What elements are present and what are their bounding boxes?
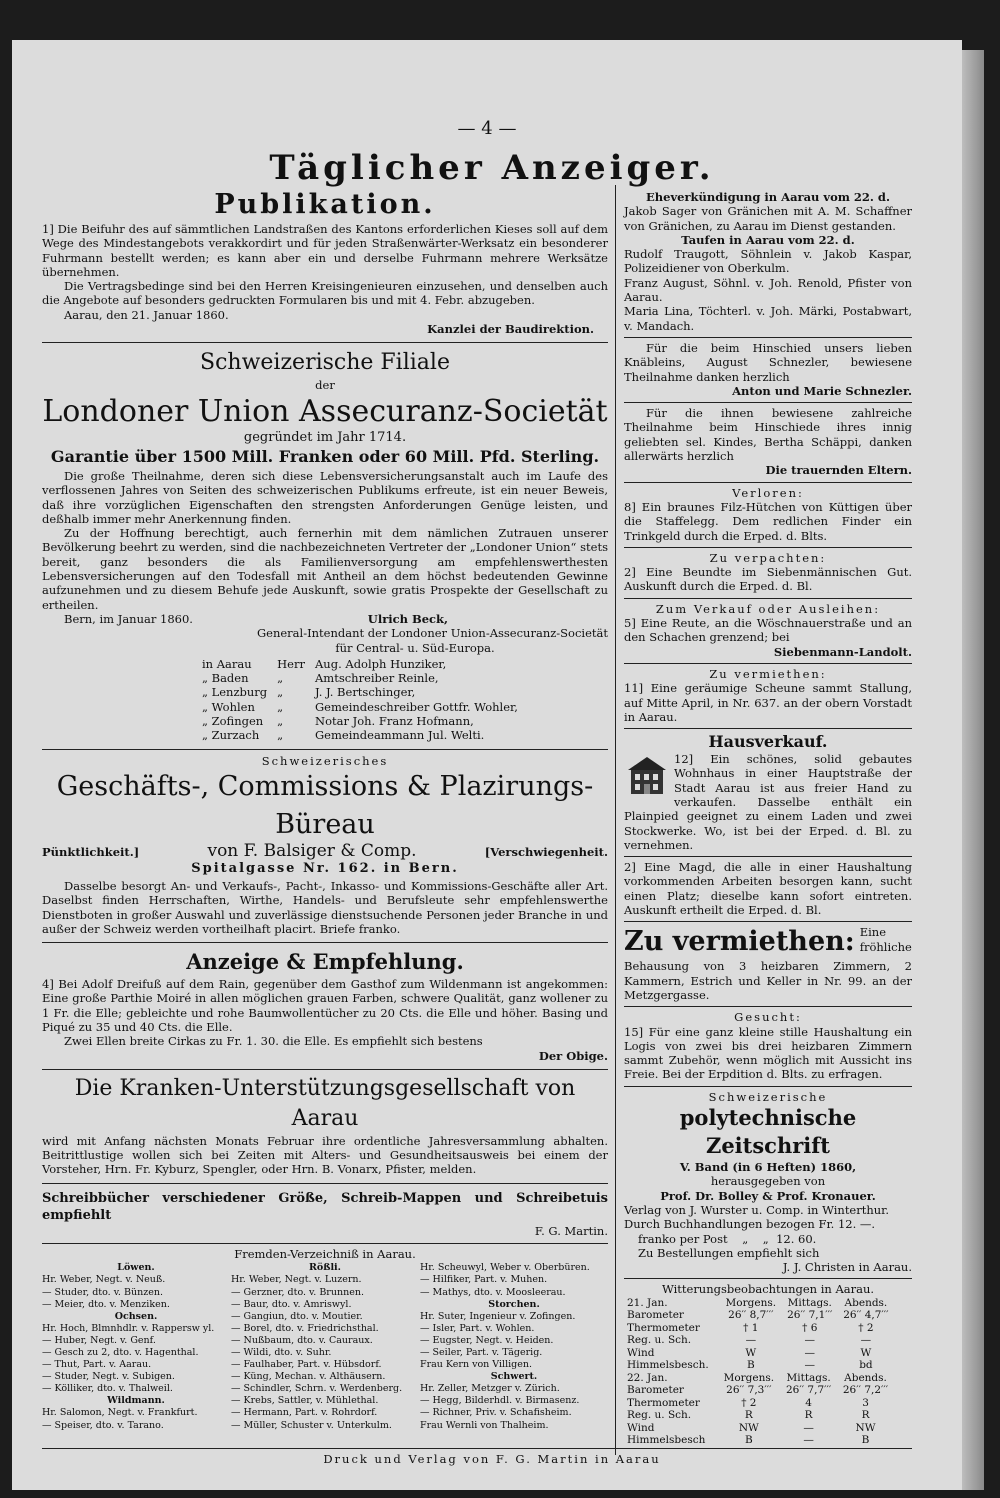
weather-cell: bd <box>859 1359 873 1372</box>
london-l3: Londoner Union Assecuranz-Societät <box>42 393 608 429</box>
house-icon <box>626 754 668 796</box>
poly-l10: J. J. Christen in Aarau. <box>782 1260 912 1275</box>
vermiethen2-big: Zu vermiethen: <box>624 926 855 958</box>
weather-cell: Himmelsbesch <box>627 1434 706 1447</box>
agent-row <box>202 700 528 714</box>
weather-header-cell: Abends. <box>844 1296 888 1309</box>
weather-header-cell: Mittags. <box>786 1371 831 1384</box>
london-p2: Zu der Hoffnung berechtigt, auch fernerhin mit dem nämlichen Zutrauen unserer Bevölkerung beehrt zu werden, sind die nachbezeichneten Vertreter der „Londoner Union“ stets bereit, ganz besonders die als Familienversorgung am empfehlenswerthesten Lebensversicherungen auf den Todesfall mit Antheil an dem höchst bedeutenden Gewinne aufzunehmen und zu diesem Behufe jede Auskunft, sowie gratis Prospekte der Gesellschaft zu ertheilen. <box>42 526 608 612</box>
agent-cell: „ <box>277 699 284 714</box>
agent-row <box>202 657 528 671</box>
buero-addr: Spitalgasse Nr. 162. in Bern. <box>191 860 459 876</box>
verkauf-title: Zum Verkauf oder Ausleihen: <box>655 601 881 616</box>
agent-cell: „ Baden <box>202 671 249 686</box>
divider <box>624 402 912 403</box>
guest-entry: Hr. Suter, Ingenieur v. Zofingen. <box>420 1310 576 1322</box>
magd-p: 2] Eine Magd, die alle in einer Haushaltung vorkommenden Arbeiten besorgen kann, sucht einen Platz; dieselbe kann sofort eintreten. Auskunft ertheilt die Erped. d. Bl. <box>624 860 912 918</box>
divider <box>624 921 912 922</box>
divider <box>624 663 912 664</box>
guest-entry: — Meier, dto. v. Menziken. <box>42 1298 170 1310</box>
guest-entry: Ochsen. <box>114 1310 158 1322</box>
guest-entry: — Gangiun, dto. v. Moutier. <box>231 1310 363 1322</box>
weather-row <box>624 1384 894 1397</box>
weather-cell: Reg. u. Sch. <box>627 1334 692 1347</box>
agent-cell: „ <box>277 671 284 686</box>
weather-cell: Thermometer <box>627 1396 700 1409</box>
dank2-sign: Die trauernden Eltern. <box>765 463 912 478</box>
left-column <box>42 188 608 1432</box>
weather-cell: Wind <box>627 1421 655 1434</box>
guest-entry: — Richner, Priv. v. Schafisheim. <box>420 1407 572 1419</box>
guest-entry: Hr. Weber, Negt. v. Luzern. <box>231 1274 362 1286</box>
divider <box>624 1086 912 1087</box>
weather-cell: NW <box>738 1421 759 1434</box>
guest-entry: — Hilfiker, Part. v. Muhen. <box>420 1274 548 1286</box>
buero-l2: Geschäfts-, Commissions & Plazirungs-Büreau <box>56 770 594 840</box>
london-date: Bern, im Januar 1860. <box>64 611 193 626</box>
verkauf-sign: Siebenmann-Landolt. <box>773 644 912 659</box>
divider <box>624 547 912 548</box>
agent-row <box>202 714 528 728</box>
kranken-p: wird mit Anfang nächsten Monats Februar ihre ordentliche Jahresversammlung abhalten. Beitrittlustige wollen sich bei Zeiten mit Alters- und Gesundheitsausweis bei einem der Vorsteher, Hrn. Fr. Kyburz, Spengler, oder Hrn. B. Vonarx, Pfister, melden. <box>42 1133 608 1177</box>
agent-cell: Aug. Adolph Hunziker, <box>315 656 447 671</box>
guest-entry: — Gerzner, dto. v. Brunnen. <box>231 1286 364 1298</box>
divider <box>624 598 912 599</box>
poly-l7: Durch Buchhandlungen bezogen Fr. 12. —. <box>624 1217 876 1232</box>
guest-entry: Hr. Weber, Negt. v. Neuß. <box>42 1274 166 1286</box>
guest-entry: — Mathys, dto. v. Moosleerau. <box>420 1286 566 1298</box>
london-sign3: für Central- u. Süd-Europa. <box>335 640 495 655</box>
vermiethen2-p1: Eine fröhliche Behausung von 3 heizbaren Zimmern, 2 Kammern, Estrich und Keller in Nr. 99. an der Metzgergasse. <box>624 925 912 1002</box>
agent-row <box>202 728 528 742</box>
verpachten-title: Zu verpachten: <box>709 550 827 565</box>
weather-cell: 26′′ 7,3′′′ <box>726 1384 772 1397</box>
agent-row <box>202 685 528 699</box>
weather-cell: 26′′ 7,1′′′ <box>787 1309 833 1322</box>
witterung-title: Witterungsbeobachtungen in Aarau. <box>661 1282 875 1297</box>
haus-p: 12] Ein schönes, solid gebautes Wohnhaus in einer Hauptstraße der Stadt Aarau ist aus freier Hand zu verkaufen. Dasselbe enthält ein Plainpied geeignet zu einem Laden und zwei Stockwerke. Wo, ist bei der Erped. d. Bl. zu vernehmen. <box>624 752 912 852</box>
guest-entry: — Eugster, Negt. v. Heiden. <box>420 1334 554 1346</box>
taufe-entry: Rudolf Traugott, Söhnlein v. Jakob Kaspar, Polizeidiener von Oberkulm. <box>624 247 912 276</box>
weather-cell: † 6 <box>802 1321 818 1334</box>
weather-cell: 26′′ 7,7′′′ <box>785 1384 832 1397</box>
weather-row <box>624 1422 894 1435</box>
dank1-p: Für die beim Hinschied unsers lieben Knäbleins, August Schnezler, bewiesene Theilnahme danken herzlich <box>624 340 912 384</box>
schreib-p: Schreibbücher verschiedener Größe, Schreib-Mappen und Schreibetuis empfiehlt <box>42 1190 608 1223</box>
weather-cell: Barometer <box>627 1384 684 1397</box>
guest-entry: — Gesch zu 2, dto. v. Hagenthal. <box>42 1347 199 1359</box>
agent-cell: „ Wohlen <box>202 699 255 714</box>
weather-header-row <box>624 1372 894 1385</box>
weather-cell: W <box>860 1346 872 1359</box>
gesucht-title: Gesucht: <box>734 1010 802 1025</box>
guest-entry: — Schindler, Schrn. v. Werdenberg. <box>231 1383 403 1395</box>
weather-cell: — <box>804 1346 816 1359</box>
guest-entry: Rößli. <box>309 1262 341 1274</box>
guest-entry: — Küng, Mechan. v. Althäusern. <box>231 1371 386 1383</box>
guest-entry: Storchen. <box>488 1298 540 1310</box>
weather-cell: B <box>744 1434 753 1447</box>
guest-entry: — Krebs, Sattler, v. Mühlethal. <box>231 1395 379 1407</box>
weather-cell: † 1 <box>743 1321 759 1334</box>
guest-entry: Hr. Zeller, Metzger v. Zürich. <box>420 1383 560 1395</box>
taufe-entry: Maria Lina, Töchterl. v. Joh. Märki, Postabwart, v. Mandach. <box>624 304 912 333</box>
taufen-title: Taufen in Aarau vom 22. d. <box>681 232 855 247</box>
divider <box>42 942 608 943</box>
guest-entry: Wildmann. <box>107 1395 165 1407</box>
weather-cell: Reg. u. Sch. <box>627 1409 692 1422</box>
verpachten-p: 2] Eine Beundte im Siebenmännischen Gut. Auskunft durch die Erped. d. Bl. <box>624 565 912 594</box>
guest-entry: Frau Wernli von Thalheim. <box>420 1419 549 1431</box>
guest-entry: — Isler, Part. v. Wohlen. <box>420 1322 535 1334</box>
anzeige-title: Anzeige & Empfehlung. <box>186 949 464 975</box>
divider <box>624 728 912 729</box>
guest-entry: Hr. Salomon, Negt. v. Frankfurt. <box>42 1407 198 1419</box>
weather-cell: 26′′ 4,7′′′ <box>843 1309 889 1322</box>
guest-entry: — Borel, dto. v. Friedrichsthal. <box>231 1322 379 1334</box>
publikation-date: Aarau, den 21. Januar 1860. <box>64 307 229 322</box>
schreib-sign: F. G. Martin. <box>534 1223 608 1238</box>
london-p1: Die große Theilnahme, deren sich diese Lebensversicherungsanstalt auch im Laufe des verflossenen Jahres von Seiten des schweizerischen Publikums erfreute, ist ein neuer Beweis, daß ihre vorzüglichen Eigenschaften den strengsten Anforderungen Genüge leisten, und deßhalb immer mehr Anerkennung finden. <box>42 468 608 526</box>
weather-header-cell: Morgens. <box>725 1296 777 1309</box>
london-l2: der <box>315 378 335 393</box>
verloren-title: Verloren: <box>732 485 804 500</box>
agent-cell: in Aarau <box>202 656 252 671</box>
guest-entry: Schwert. <box>490 1371 538 1383</box>
weather-cell: Himmelsbesch. <box>627 1359 709 1372</box>
divider <box>42 1243 608 1244</box>
poly-l9: Zu Bestellungen empfiehlt sich <box>638 1245 820 1260</box>
poly-l8: franko per Post „ „ 12. 60. <box>638 1231 817 1246</box>
agent-cell: J. J. Bertschinger, <box>315 685 416 700</box>
guest-entry: — Seiler, Part. v. Tägerig. <box>420 1347 543 1359</box>
column-rule <box>615 185 616 1455</box>
agent-cell: „ <box>277 685 284 700</box>
weather-cell: Wind <box>627 1346 655 1359</box>
guest-entry: Hr. Hoch, Blmnhdlr. v. Rappersw yl. <box>42 1322 215 1334</box>
weather-row <box>624 1397 894 1410</box>
divider <box>42 1069 608 1070</box>
weather-cell: R <box>804 1409 813 1422</box>
taufen-list <box>624 247 912 333</box>
buero-p: Dasselbe besorgt An- und Verkaufs-, Pacht-, Inkasso- und Kommissions-Geschäfte aller Art. Daselbst finden Herrschaften, Wirthe, Handels- und Berufsleute sehr empfehlenswerthe Dienstboten in großer Auswahl und zuverlässige dienstsuchende Personen jeder Branche in und außer der Schweiz werden vortheilhaft placirt. Briefe franko. <box>42 878 608 936</box>
guest-entry: — Hermann, Part. v. Rohrdorf. <box>231 1407 378 1419</box>
weather-row <box>624 1334 894 1347</box>
vermiethen1-title: Zu vermiethen: <box>709 666 827 681</box>
dank1-sign: Anton und Marie Schnezler. <box>732 383 912 398</box>
vermiethen1-p: 11] Eine geräumige Scheune sammt Stallung, auf Mitte April, in Nr. 637. an der obern Vorstadt in Aarau. <box>624 681 912 724</box>
weather-cell: R <box>744 1409 753 1422</box>
guest-entry: — Müller, Schuster v. Unterkulm. <box>231 1419 392 1431</box>
weather-cell: B <box>746 1359 755 1372</box>
divider <box>42 749 608 750</box>
weather-row <box>624 1409 894 1422</box>
weather-cell: 26′′ 8,7′′′ <box>728 1309 774 1322</box>
weather-row <box>624 1359 894 1372</box>
agent-cell: „ <box>277 728 284 743</box>
weather-row <box>624 1434 894 1447</box>
weather-header-cell: 22. Jan. <box>627 1371 668 1384</box>
guest-entry: — Huber, Negt. v. Genf. <box>42 1334 156 1346</box>
haus-title: Hausverkauf. <box>708 732 828 752</box>
publikation-title: Publikation. <box>214 189 436 220</box>
guest-entry: Hr. Scheuwyl, Weber v. Oberbüren. <box>420 1262 590 1274</box>
weather-cell: † 2 <box>858 1321 874 1334</box>
guest-entry: — Faulhaber, Part. v. Hübsdorf. <box>231 1359 382 1371</box>
fremden-col-roessli <box>231 1262 419 1431</box>
agents-table <box>202 657 528 743</box>
weather-cell: 3 <box>862 1396 869 1409</box>
london-l1: Schweizerische Filiale <box>200 350 450 376</box>
buero-left: Pünktlichkeit.] <box>42 844 140 859</box>
buero-right: [Verschwiegenheit. <box>484 844 608 859</box>
weather-header-cell: Mittags. <box>787 1296 832 1309</box>
agent-cell: Herr <box>277 656 305 671</box>
weather-table-22 <box>624 1372 894 1447</box>
anzeige-sign: Der Obige. <box>538 1048 608 1063</box>
eheverk-p: Jakob Sager von Gränichen mit A. M. Schaffner von Gränichen, zu Aarau im Dienst gestanden. <box>624 204 912 233</box>
guest-entry: Frau Kern von Villigen. <box>420 1359 532 1371</box>
poly-l3: V. Band (in 6 Heften) 1860, <box>679 1160 857 1175</box>
agent-cell: „ Zofingen <box>202 714 264 729</box>
agent-cell: „ Zurzach <box>202 728 260 743</box>
masthead: Täglicher Anzeiger. <box>269 148 715 188</box>
guest-entry: — Thut, Part. v. Aarau. <box>42 1359 152 1371</box>
eheverk-title: Eheverkündigung in Aarau vom 22. d. <box>646 190 890 204</box>
guest-entry: Löwen. <box>117 1262 155 1274</box>
guest-entry: — Studer, Negt. v. Subigen. <box>42 1371 175 1383</box>
agent-cell: Gemeindeammann Jul. Welti. <box>315 728 485 743</box>
guest-entry: — Nußbaum, dto. v. Cauraux. <box>231 1334 373 1346</box>
divider <box>42 342 608 343</box>
footer-rule <box>42 1448 912 1449</box>
weather-row <box>624 1347 894 1360</box>
weather-cell: NW <box>855 1421 876 1434</box>
buero-l1: Schweizerisches <box>261 753 389 768</box>
london-sign2: General-Intendant der Londoner Union-Assecuranz-Societät <box>256 626 608 641</box>
footer-imprint: Druck und Verlag von F. G. Martin in Aarau <box>323 1452 661 1466</box>
fremden-columns <box>42 1262 608 1431</box>
weather-cell: Barometer <box>627 1309 684 1322</box>
weather-cell: — <box>745 1334 757 1347</box>
london-l5: Garantie über 1500 Mill. Franken oder 60 Mill. Pfd. Sterling. <box>50 446 600 466</box>
weather-row <box>624 1309 894 1322</box>
london-l4: gegründet im Jahr 1714. <box>243 429 407 445</box>
agent-cell: Gemeindeschreiber Gottfr. Wohler, <box>315 699 518 714</box>
guest-entry: — Kölliker, dto. v. Thalweil. <box>42 1383 173 1395</box>
divider <box>42 1183 608 1184</box>
weather-cell: — <box>804 1359 816 1372</box>
weather-header-cell: Morgens. <box>723 1371 775 1384</box>
divider <box>624 1278 912 1279</box>
poly-l5: Prof. Dr. Bolley & Prof. Kronauer. <box>660 1188 876 1203</box>
weather-cell: R <box>861 1409 870 1422</box>
weather-row <box>624 1322 894 1335</box>
london-sign1: Ulrich Beck, <box>367 611 448 626</box>
weather-cell: — <box>803 1421 814 1434</box>
divider <box>624 337 912 338</box>
agent-cell: „ <box>277 714 284 729</box>
poly-l1: Schweizerische <box>708 1089 828 1104</box>
buero-mid: von F. Balsiger & Comp. <box>207 840 417 861</box>
taufe-entry: Franz August, Söhnl. v. Joh. Renold, Pfister von Aarau. <box>624 275 912 305</box>
dank2-p: Für die ihnen bewiesene zahlreiche Theilnahme beim Hinschiede ihres innig geliebten sel. Kindes, Bertha Schäppi, danken allerwärts herzlich <box>624 406 912 464</box>
divider <box>624 856 912 857</box>
poly-l2: polytechnische Zeitschrift <box>679 1105 857 1159</box>
weather-cell: 26′′ 7,2′′′ <box>842 1384 889 1397</box>
weather-cell: — <box>860 1334 872 1347</box>
anzeige-p2: Zwei Ellen breite Cirkas zu Fr. 1. 30. die Elle. Es empfiehlt sich bestens <box>64 1034 483 1049</box>
right-column <box>624 190 912 1447</box>
poly-l6: Verlag von J. Wurster u. Comp. in Winterthur. <box>624 1202 890 1217</box>
publikation-p1: 1] Die Beifuhr des auf sämmtlichen Landstraßen des Kantons erforderlichen Kieses soll auf dem Wege des Mindestangebots verakkordirt und für jeden Straßenwärter-Werksatz ein besonderer Fuhrmann bestellt werden; es kann aber ein und derselbe Fuhrmann mehrere Werksätze übernehmen. <box>42 222 608 279</box>
guest-entry: — Studer, dto. v. Bünzen. <box>42 1286 163 1298</box>
divider <box>624 482 912 483</box>
publikation-p2: Die Vertragsbedinge sind bei den Herren Kreisingenieuren einzusehen, und denselben auch die Angebote auf besonders gedruckten Formularen bis und mit 4. Febr. abzugeben. <box>42 279 608 308</box>
weather-header-row <box>624 1297 894 1310</box>
fremden-col-loewen <box>42 1262 230 1431</box>
anzeige-p1: 4] Bei Adolf Dreifuß auf dem Rain, gegenüber dem Gasthof zum Wildenmann ist angekommen: Eine große Parthie Moiré in allen möglichen grauen Farben, schwere Qualität, ganz wollener zu 1 Fr. die Elle; gebleichte und rohe Baumwollentücher zu 20 Cts. die Elle und höher. Basing und Piqué zu 35 und 40 Cts. die Elle. <box>42 977 608 1034</box>
verkauf-p: 5] Eine Reute, an die Wöschnauerstraße und an den Schachen grenzend; bei <box>624 616 912 645</box>
newspaper-page <box>12 40 962 1490</box>
divider <box>624 1006 912 1007</box>
guest-entry: — Baur, dto. v. Amriswyl. <box>231 1298 352 1310</box>
weather-cell: B <box>861 1434 870 1447</box>
agent-cell: Notar Joh. Franz Hofmann, <box>315 714 474 729</box>
agent-cell: Amtschreiber Reinle, <box>315 671 439 686</box>
fremden-title: Fremden-Verzeichniß in Aarau. <box>234 1247 416 1262</box>
publikation-sign: Kanzlei der Baudirektion. <box>427 322 594 337</box>
weather-cell: 4 <box>805 1396 812 1409</box>
fremden-col-storchen <box>420 1262 608 1431</box>
guest-entry: — Speiser, dto. v. Tarano. <box>42 1419 164 1431</box>
page-number: — 4 — <box>457 118 517 139</box>
agent-row <box>202 671 528 685</box>
weather-table-21 <box>624 1297 894 1372</box>
guest-entry: — Hegg, Bilderhdl. v. Birmasenz. <box>420 1395 580 1407</box>
weather-cell: — <box>803 1434 814 1447</box>
weather-header-cell: Abends. <box>844 1371 887 1384</box>
guest-entry: — Wildi, dto. v. Suhr. <box>231 1347 332 1359</box>
weather-header-cell: 21. Jan. <box>627 1296 668 1309</box>
verloren-p: 8] Ein braunes Filz-Hütchen von Küttigen über die Staffelegg. Dem redlichen Finder ein Trinkgeld durch die Erped. d. Blts. <box>624 499 912 543</box>
weather-cell: — <box>804 1334 816 1347</box>
gesucht-p: 15] Für eine ganz kleine stille Haushaltung ein Logis von zwei bis drei heizbaren Zimmern sammt Zubehör, wenn möglich mit Aussicht ins Freie. Bei der Erpdition d. Blts. zu erfragen. <box>624 1024 912 1082</box>
weather-cell: W <box>745 1346 757 1359</box>
weather-cell: † 2 <box>741 1396 757 1409</box>
kranken-title: Die Kranken-Unterstützungsgesellschaft von Aarau <box>74 1075 576 1131</box>
weather-cell: Thermometer <box>627 1321 700 1334</box>
poly-l4: herausgegeben von <box>710 1174 826 1189</box>
agent-cell: „ Lenzburg <box>202 685 268 700</box>
